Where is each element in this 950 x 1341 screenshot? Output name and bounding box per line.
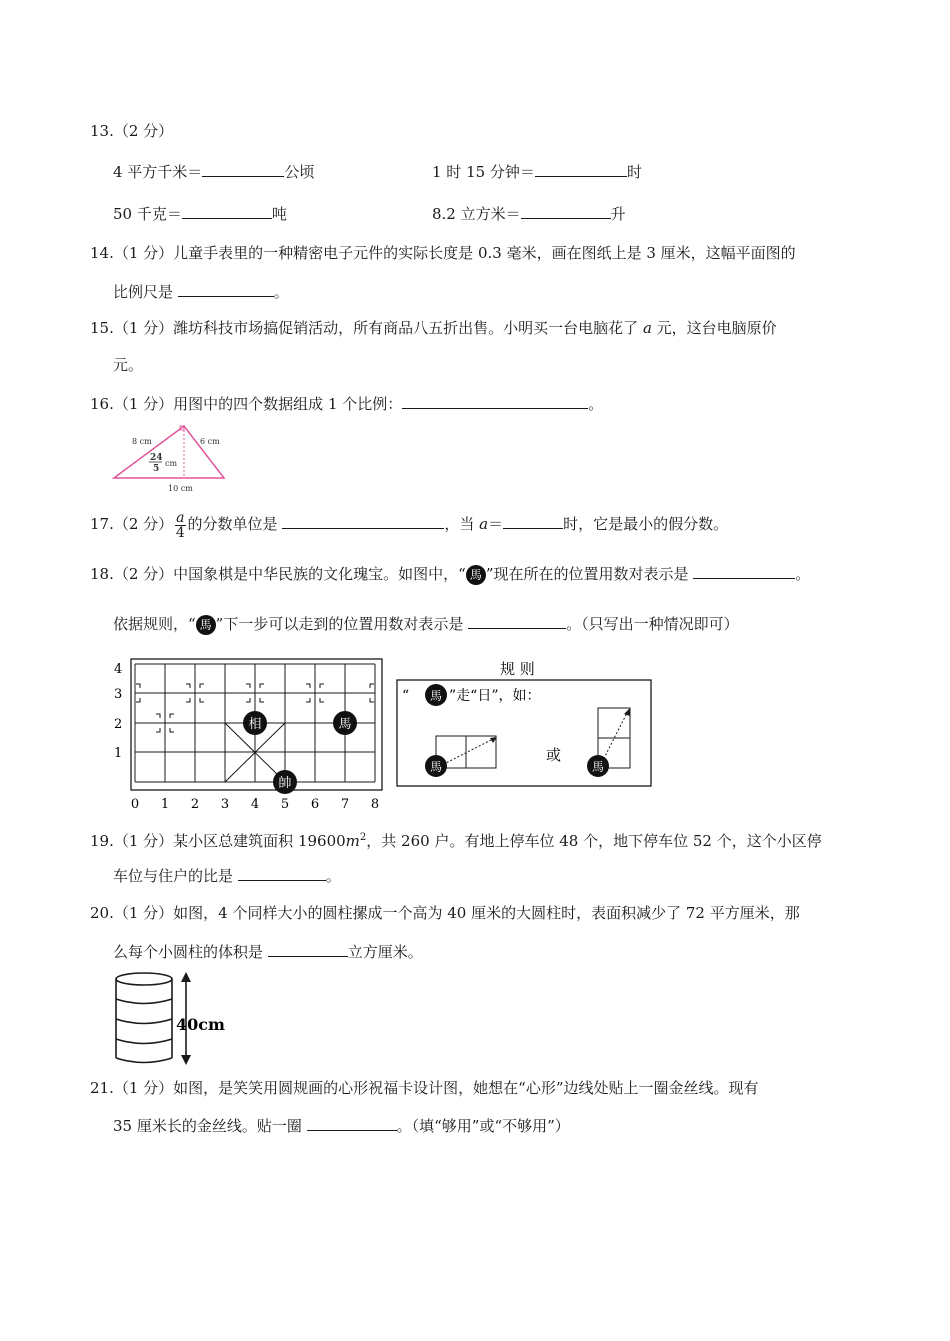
- answer-blank[interactable]: [693, 563, 795, 579]
- left-side-label: 8 cm: [132, 437, 152, 446]
- q19-line2: [113, 865, 341, 886]
- example-cell: [466, 736, 496, 768]
- question-text: 如图，是笑笑用圆规画的心形祝福卡设计图，她想在“心形”边线处贴上一圈金丝线。现有: [173, 1079, 759, 1097]
- question-score: （2 分）: [113, 565, 174, 583]
- answer-blank[interactable]: [178, 281, 274, 297]
- question-text: ＝: [488, 515, 504, 533]
- question-score: （2 分）: [113, 122, 174, 140]
- answer-blank[interactable]: [503, 513, 563, 529]
- question-score: （1 分）: [113, 832, 174, 850]
- answer-blank[interactable]: [535, 161, 627, 177]
- question-text: 潍坊科技市场搞促销活动，所有商品八五折出售。小明买一台电脑花了: [173, 319, 643, 337]
- cylinder-figure: [110, 970, 240, 1068]
- horse-piece-label: 馬: [429, 760, 443, 774]
- q16-line1: [90, 393, 603, 414]
- answer-blank[interactable]: [307, 1115, 397, 1131]
- horse-piece-label: 馬: [429, 689, 443, 703]
- q13-item-d: [432, 203, 626, 224]
- answer-blank[interactable]: [282, 513, 444, 529]
- right-side-label: 6 cm: [200, 437, 220, 446]
- q15-line2: [113, 355, 143, 375]
- question-text: 某小区总建筑面积 19600: [173, 832, 346, 850]
- x-tick-label: 3: [220, 797, 230, 812]
- punctuation: 。: [325, 867, 341, 885]
- answer-blank[interactable]: [238, 865, 326, 881]
- question-text: 时，它是最小的假分数。: [563, 515, 729, 533]
- variable: a: [479, 515, 489, 533]
- y-tick-label: 1: [114, 746, 123, 761]
- q13-header: [90, 121, 173, 141]
- stacked-cylinders: [116, 973, 172, 1063]
- item-unit: 时: [626, 163, 642, 181]
- question-text: 元。: [113, 356, 144, 374]
- rules-or-label: 或: [546, 746, 562, 764]
- question-number: 15.: [90, 319, 114, 337]
- question-text: 。（只写出一种情况即可）: [566, 615, 739, 633]
- question-number: 20.: [90, 904, 114, 922]
- elephant-piece-label: 相: [248, 717, 262, 732]
- answer-blank[interactable]: [268, 941, 348, 957]
- question-text: ”现在所在的位置用数对表示是: [485, 565, 694, 583]
- q20-line2: [113, 941, 423, 962]
- arrow-up-icon: [181, 972, 191, 982]
- question-text: 的分数单位是: [187, 515, 283, 533]
- q18-line2: [113, 613, 739, 635]
- x-tick-label: 2: [190, 797, 200, 812]
- y-tick-label: 3: [114, 687, 123, 702]
- item-text: 50 千克＝: [113, 205, 182, 223]
- question-number: 19.: [90, 832, 114, 850]
- question-number: 13.: [90, 122, 114, 140]
- question-text: 用图中的四个数据组成 1 个比例：: [173, 395, 403, 413]
- question-text: 立方厘米。: [347, 943, 423, 961]
- general-piece-label: 帥: [278, 776, 292, 791]
- unit: m: [345, 832, 360, 850]
- question-text: 35 厘米长的金丝线。贴一圈: [113, 1117, 307, 1135]
- height-unit: cm: [165, 459, 178, 468]
- question-text: 元，这台电脑原价: [651, 319, 777, 337]
- y-tick-label: 2: [114, 717, 123, 732]
- item-unit: 升: [610, 205, 626, 223]
- q13-item-b: [432, 161, 642, 182]
- question-text: 比例尺是: [113, 283, 178, 301]
- q15-line1: [90, 318, 777, 338]
- question-number: 14.: [90, 244, 114, 262]
- question-number: 16.: [90, 395, 114, 413]
- height-numerator: 24: [150, 453, 163, 463]
- question-text: 。（填“够用”或“不够用”）: [396, 1117, 570, 1135]
- question-text: 中国象棋是中华民族的文化瑰宝。如图中，“: [173, 565, 466, 583]
- question-score: （1 分）: [113, 904, 174, 922]
- answer-blank[interactable]: [521, 203, 611, 219]
- question-text: ，共 260 户。有地上停车位 48 个，地下停车位 52 个，这个小区停: [366, 832, 822, 850]
- fraction: [175, 511, 185, 540]
- q18-line1: [90, 563, 810, 585]
- question-score: （2 分）: [113, 515, 174, 533]
- q14-line1: [90, 243, 796, 263]
- horse-piece-label: 馬: [338, 717, 352, 732]
- rules-description: ”走“日”，如：: [449, 688, 541, 704]
- item-text: 4 平方千米＝: [113, 163, 203, 181]
- question-score: （1 分）: [113, 319, 174, 337]
- chess-board-figure: [104, 656, 394, 812]
- x-tick-label: 4: [250, 797, 260, 812]
- q21-line1: [90, 1078, 759, 1098]
- horse-piece-icon: 馬: [196, 615, 216, 635]
- question-text: 么每个小圆柱的体积是: [113, 943, 268, 961]
- question-text: ”下一步可以走到的位置用数对表示是: [215, 615, 469, 633]
- question-text: 依据规则，“: [113, 615, 196, 633]
- rules-title: 规 则: [500, 660, 535, 678]
- item-text: 1 时 15 分钟＝: [432, 163, 535, 181]
- item-unit: 公顷: [284, 163, 315, 181]
- unit-exponent: 2: [359, 832, 367, 843]
- x-tick-label: 6: [310, 797, 320, 812]
- question-number: 18.: [90, 565, 114, 583]
- x-tick-label: 0: [130, 797, 140, 812]
- triangle-outline: [114, 426, 224, 478]
- y-tick-label: 4: [114, 662, 123, 677]
- question-score: （1 分）: [113, 1079, 174, 1097]
- triangle-figure: [112, 422, 232, 494]
- answer-blank[interactable]: [402, 393, 588, 409]
- answer-blank[interactable]: [202, 161, 284, 177]
- question-score: （1 分）: [113, 395, 174, 413]
- punctuation: 。: [588, 395, 604, 413]
- question-number: 17.: [90, 515, 114, 533]
- horse-piece-icon: 馬: [466, 565, 486, 585]
- question-text: ，当: [444, 515, 480, 533]
- height-label: 40cm: [176, 1015, 225, 1034]
- variable: a: [642, 319, 652, 337]
- example-cell: [598, 708, 630, 738]
- question-score: （1 分）: [113, 244, 174, 262]
- q20-line1: [90, 903, 800, 923]
- question-text: 儿童手表里的一种精密电子元件的实际长度是 0.3 毫米，画在图纸上是 3 厘米，这幅平面图的: [173, 244, 796, 262]
- punctuation: 。: [273, 283, 289, 301]
- x-tick-label: 7: [340, 797, 350, 812]
- x-tick-label: 5: [280, 797, 290, 812]
- x-tick-label: 8: [370, 797, 380, 812]
- question-text: 车位与住户的比是: [113, 867, 238, 885]
- punctuation: 。: [795, 565, 811, 583]
- question-text: 如图，4 个同样大小的圆柱摞成一个高为 40 厘米的大圆柱时，表面积减少了 72 平方厘米，那: [173, 904, 800, 922]
- q21-line2: [113, 1115, 570, 1136]
- x-tick-label: 1: [160, 797, 170, 812]
- arrow-head-icon: [624, 708, 630, 716]
- q13-item-a: [113, 161, 314, 182]
- rules-quote-open: “: [402, 688, 410, 704]
- base-label: 10 cm: [168, 484, 193, 493]
- q14-line2: [113, 281, 289, 302]
- item-unit: 吨: [271, 205, 287, 223]
- fraction-denominator: 4: [175, 524, 185, 541]
- height-denominator: 5: [153, 464, 160, 474]
- q19-line1: [90, 828, 822, 851]
- fraction-numerator: a: [176, 509, 185, 526]
- q17-line: [90, 507, 728, 541]
- arrow-down-icon: [181, 1055, 191, 1065]
- horse-piece-label: 馬: [591, 760, 605, 774]
- answer-blank[interactable]: [468, 613, 566, 629]
- rules-figure: [394, 656, 656, 790]
- q13-item-c: [113, 203, 287, 224]
- question-number: 21.: [90, 1079, 114, 1097]
- x-axis-labels: [131, 797, 379, 812]
- item-text: 8.2 立方米＝: [432, 205, 521, 223]
- answer-blank[interactable]: [182, 203, 272, 219]
